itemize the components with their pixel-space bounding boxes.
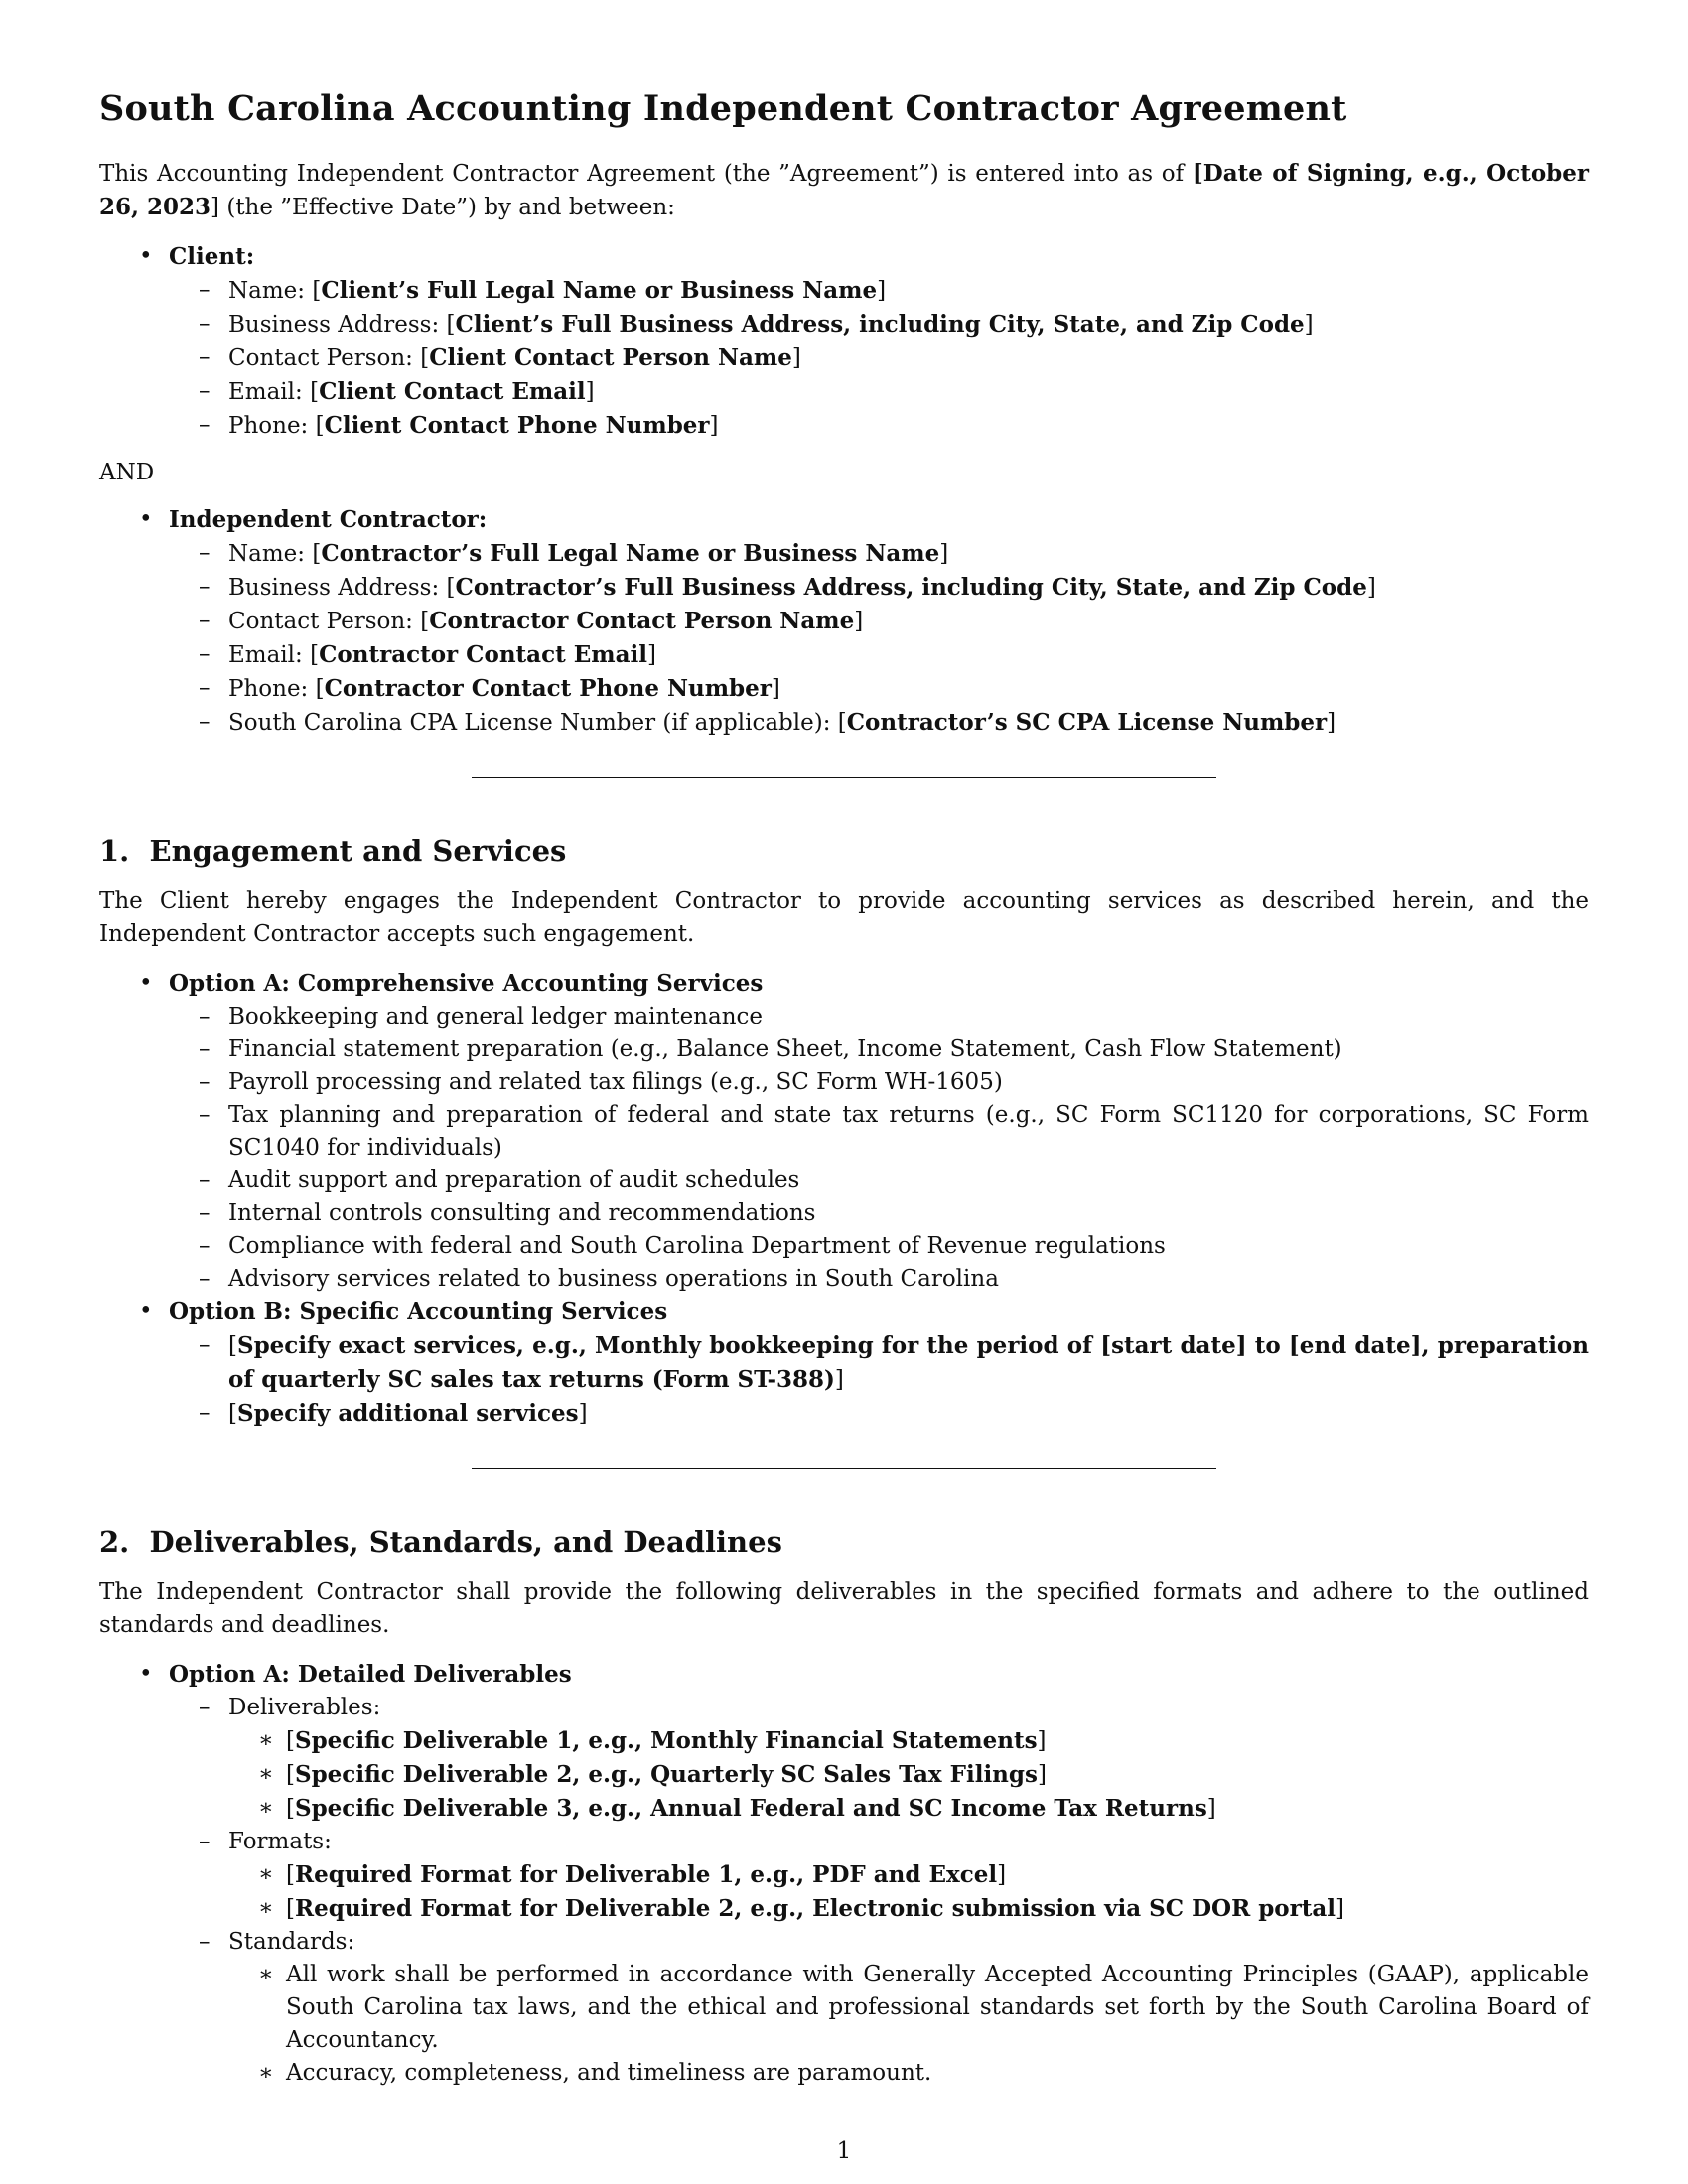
contractor-heading: Independent Contractor:	[169, 506, 488, 533]
list-item: – Compliance with federal and South Carolina Department of Revenue regulations	[99, 1230, 1589, 1263]
contractor-details	[169, 537, 1589, 740]
bracket: ]	[646, 642, 656, 668]
field-label: Name:	[228, 541, 313, 567]
bracket: [	[286, 1862, 295, 1888]
list-item	[99, 274, 1589, 308]
bracket: [	[312, 541, 322, 567]
list-item	[99, 1792, 1589, 1826]
bracket: ]	[791, 345, 801, 371]
contractor-item	[99, 503, 1589, 740]
field-placeholder: Contractor’s SC CPA License Number	[846, 709, 1328, 736]
and-separator: AND	[99, 460, 155, 485]
list-item	[99, 341, 1589, 375]
bracket: [	[1192, 160, 1203, 187]
list-item	[99, 1329, 1589, 1397]
bracket: [	[446, 312, 456, 338]
formats-item	[99, 1826, 1589, 1926]
list-item: – Audit support and preparation of audit schedules	[99, 1164, 1589, 1197]
list-item	[99, 638, 1589, 672]
bracket: [	[286, 1762, 295, 1788]
list-item: – Tax planning and preparation of federal and state tax returns (e.g., SC Form SC1120 for corporations, SC Form SC1040 for individuals)	[99, 1099, 1589, 1164]
list-item	[99, 537, 1589, 571]
option-b-heading: Option B: Specific Accounting Services	[169, 1298, 668, 1325]
client-item	[99, 240, 1589, 443]
field-label: Email:	[228, 379, 311, 405]
horizontal-rule	[472, 777, 1216, 778]
field-placeholder: Contractor Contact Email	[319, 641, 647, 668]
bracket: ]	[1336, 1896, 1344, 1922]
bracket: [	[228, 1401, 237, 1427]
list-item	[99, 409, 1589, 443]
field-placeholder: Specify exact services, e.g., Monthly bookkeeping for the period of [start date] to [end date], preparation of quarterly SC sales tax returns (Form ST-388)	[228, 1332, 1589, 1393]
section-2-heading: 2. Deliverables, Standards, and Deadlines	[99, 1525, 782, 1559]
field-placeholder: Contractor’s Full Business Address, including City, State, and Zip Code	[455, 574, 1367, 601]
bracket: [	[420, 345, 430, 371]
bracket: ]	[854, 609, 864, 634]
bracket: [	[310, 379, 320, 405]
option-b-item	[99, 1296, 1589, 1431]
bracket: ]	[709, 413, 719, 439]
list-item	[99, 571, 1589, 605]
bracket: [	[315, 676, 325, 702]
client-list	[99, 240, 1589, 443]
bracket: ]	[997, 1862, 1007, 1888]
section-1-text: The Client hereby engages the Independent Contractor to provide accounting services as described herein, and the Independent Contractor accepts such engagement.	[99, 888, 1589, 947]
client-heading: Client:	[169, 243, 255, 270]
field-label: Phone:	[228, 676, 316, 702]
list-item	[99, 672, 1589, 706]
field-label: South Carolina CPA License Number (if applicable):	[228, 710, 838, 736]
bracket: ]	[939, 541, 949, 567]
list-item	[99, 308, 1589, 341]
field-placeholder: Contractor Contact Person Name	[429, 608, 855, 634]
field-placeholder: Specific Deliverable 2, e.g., Quarterly SC Sales Tax Filings	[294, 1761, 1038, 1788]
list-item	[99, 1397, 1589, 1431]
bracket: [	[286, 1728, 295, 1754]
list-item: ∗ Accuracy, completeness, and timeliness are paramount.	[99, 2057, 1589, 2090]
horizontal-rule	[472, 1468, 1216, 1469]
list-item: ∗ All work shall be performed in accordance with Generally Accepted Accounting Principles (GAAP), applicable South Carolina tax laws, and the ethical and professional standards set forth by the South Carolina Board of Accountancy.	[99, 1959, 1589, 2057]
option-a-item	[99, 967, 1589, 1296]
deliverables-list	[228, 1724, 1589, 1826]
list-item	[99, 1892, 1589, 1926]
bracket: ]	[1206, 1796, 1216, 1822]
contractor-list	[99, 503, 1589, 740]
field-label: Email:	[228, 642, 311, 668]
deliverables-item	[99, 1692, 1589, 1826]
section-1-heading: 1. Engagement and Services	[99, 834, 567, 868]
field-placeholder: Specific Deliverable 1, e.g., Monthly Financial Statements	[294, 1727, 1038, 1754]
field-placeholder: Client Contact Phone Number	[324, 412, 710, 439]
list-item	[99, 1858, 1589, 1892]
list-item: – Financial statement preparation (e.g., Balance Sheet, Income Statement, Cash Flow Statement)	[99, 1033, 1589, 1066]
bracket: [	[446, 575, 456, 601]
bracket: [	[420, 609, 430, 634]
field-placeholder: Client Contact Email	[319, 378, 586, 405]
field-placeholder: Specify additional services	[236, 1400, 579, 1427]
option-a-list	[169, 1001, 1589, 1296]
list-item	[99, 706, 1589, 740]
list-item	[99, 375, 1589, 409]
field-placeholder: Required Format for Deliverable 1, e.g., PDF and Excel	[294, 1861, 998, 1888]
standards-label: Standards:	[228, 1929, 355, 1955]
list-item	[99, 1758, 1589, 1792]
standards-item	[99, 1926, 1589, 2090]
effective-date-placeholder: Date of Signing, e.g., October 26, 2023	[99, 160, 1589, 220]
bracket: [	[837, 710, 847, 736]
bracket: [	[286, 1796, 295, 1822]
list-item: – Payroll processing and related tax filings (e.g., SC Form WH-1605)	[99, 1066, 1589, 1099]
client-details	[169, 274, 1589, 443]
option-a-item	[99, 1658, 1589, 2090]
field-placeholder: Client’s Full Legal Name or Business Name	[321, 277, 878, 304]
field-placeholder: Client’s Full Business Address, including City, State, and Zip Code	[455, 311, 1305, 338]
field-label: Phone:	[228, 413, 316, 439]
bracket: [	[312, 278, 322, 304]
bracket: ]	[585, 379, 595, 405]
option-b-list	[169, 1329, 1589, 1431]
intro-paragraph	[99, 157, 1589, 224]
list-item: – Advisory services related to business operations in South Carolina	[99, 1263, 1589, 1296]
field-placeholder: Client Contact Person Name	[429, 344, 792, 371]
field-label: Business Address:	[228, 575, 447, 601]
section-1-options	[99, 967, 1589, 1431]
field-placeholder: Contractor Contact Phone Number	[324, 675, 772, 702]
deliverables-label: Deliverables:	[228, 1695, 381, 1720]
bracket: [	[286, 1896, 295, 1922]
option-a-list	[169, 1692, 1589, 2090]
bracket: [	[228, 1333, 237, 1359]
intro-text: This Accounting Independent Contractor Agreement (the ”Agreement”) is entered into as of	[99, 161, 1193, 187]
field-label: Name:	[228, 278, 313, 304]
list-item: – Bookkeeping and general ledger maintenance	[99, 1001, 1589, 1033]
bracket: [	[310, 642, 320, 668]
formats-label: Formats:	[228, 1829, 332, 1854]
document-page	[99, 87, 1589, 2090]
field-placeholder: Specific Deliverable 3, e.g., Annual Federal and SC Income Tax Returns	[294, 1795, 1207, 1822]
field-label: Business Address:	[228, 312, 447, 338]
bracket: [	[315, 413, 325, 439]
list-item	[99, 605, 1589, 638]
bracket: ]	[834, 1367, 844, 1393]
bracket: ]	[211, 195, 220, 220]
bracket: ]	[578, 1401, 588, 1427]
bracket: ]	[1037, 1762, 1047, 1788]
bracket: ]	[1304, 312, 1314, 338]
page-number: 1	[836, 2138, 852, 2164]
field-placeholder: Required Format for Deliverable 2, e.g., Electronic submission via SC DOR portal	[294, 1895, 1336, 1922]
list-item: – Internal controls consulting and recommendations	[99, 1197, 1589, 1230]
option-a-heading: Option A: Comprehensive Accounting Services	[169, 970, 764, 997]
bracket: ]	[771, 676, 780, 702]
field-label: Contact Person:	[228, 609, 421, 634]
formats-list	[228, 1858, 1589, 1926]
field-label: Contact Person:	[228, 345, 421, 371]
page-title: South Carolina Accounting Independent Contractor Agreement	[99, 88, 1347, 129]
bracket: ]	[877, 278, 887, 304]
option-a-heading: Option A: Detailed Deliverables	[169, 1661, 572, 1688]
bracket: ]	[1037, 1728, 1047, 1754]
list-item	[99, 1724, 1589, 1758]
standards-list	[228, 1959, 1589, 2090]
field-placeholder: Contractor’s Full Legal Name or Business Name	[321, 540, 940, 567]
bracket: ]	[1366, 575, 1376, 601]
section-2-text: The Independent Contractor shall provide the following deliverables in the specified formats and adhere to the outlined standards and deadlines.	[99, 1579, 1589, 1638]
bracket: ]	[1327, 710, 1336, 736]
section-2-options	[99, 1658, 1589, 2090]
intro-text: (the ”Effective Date”) by and between:	[219, 195, 675, 220]
